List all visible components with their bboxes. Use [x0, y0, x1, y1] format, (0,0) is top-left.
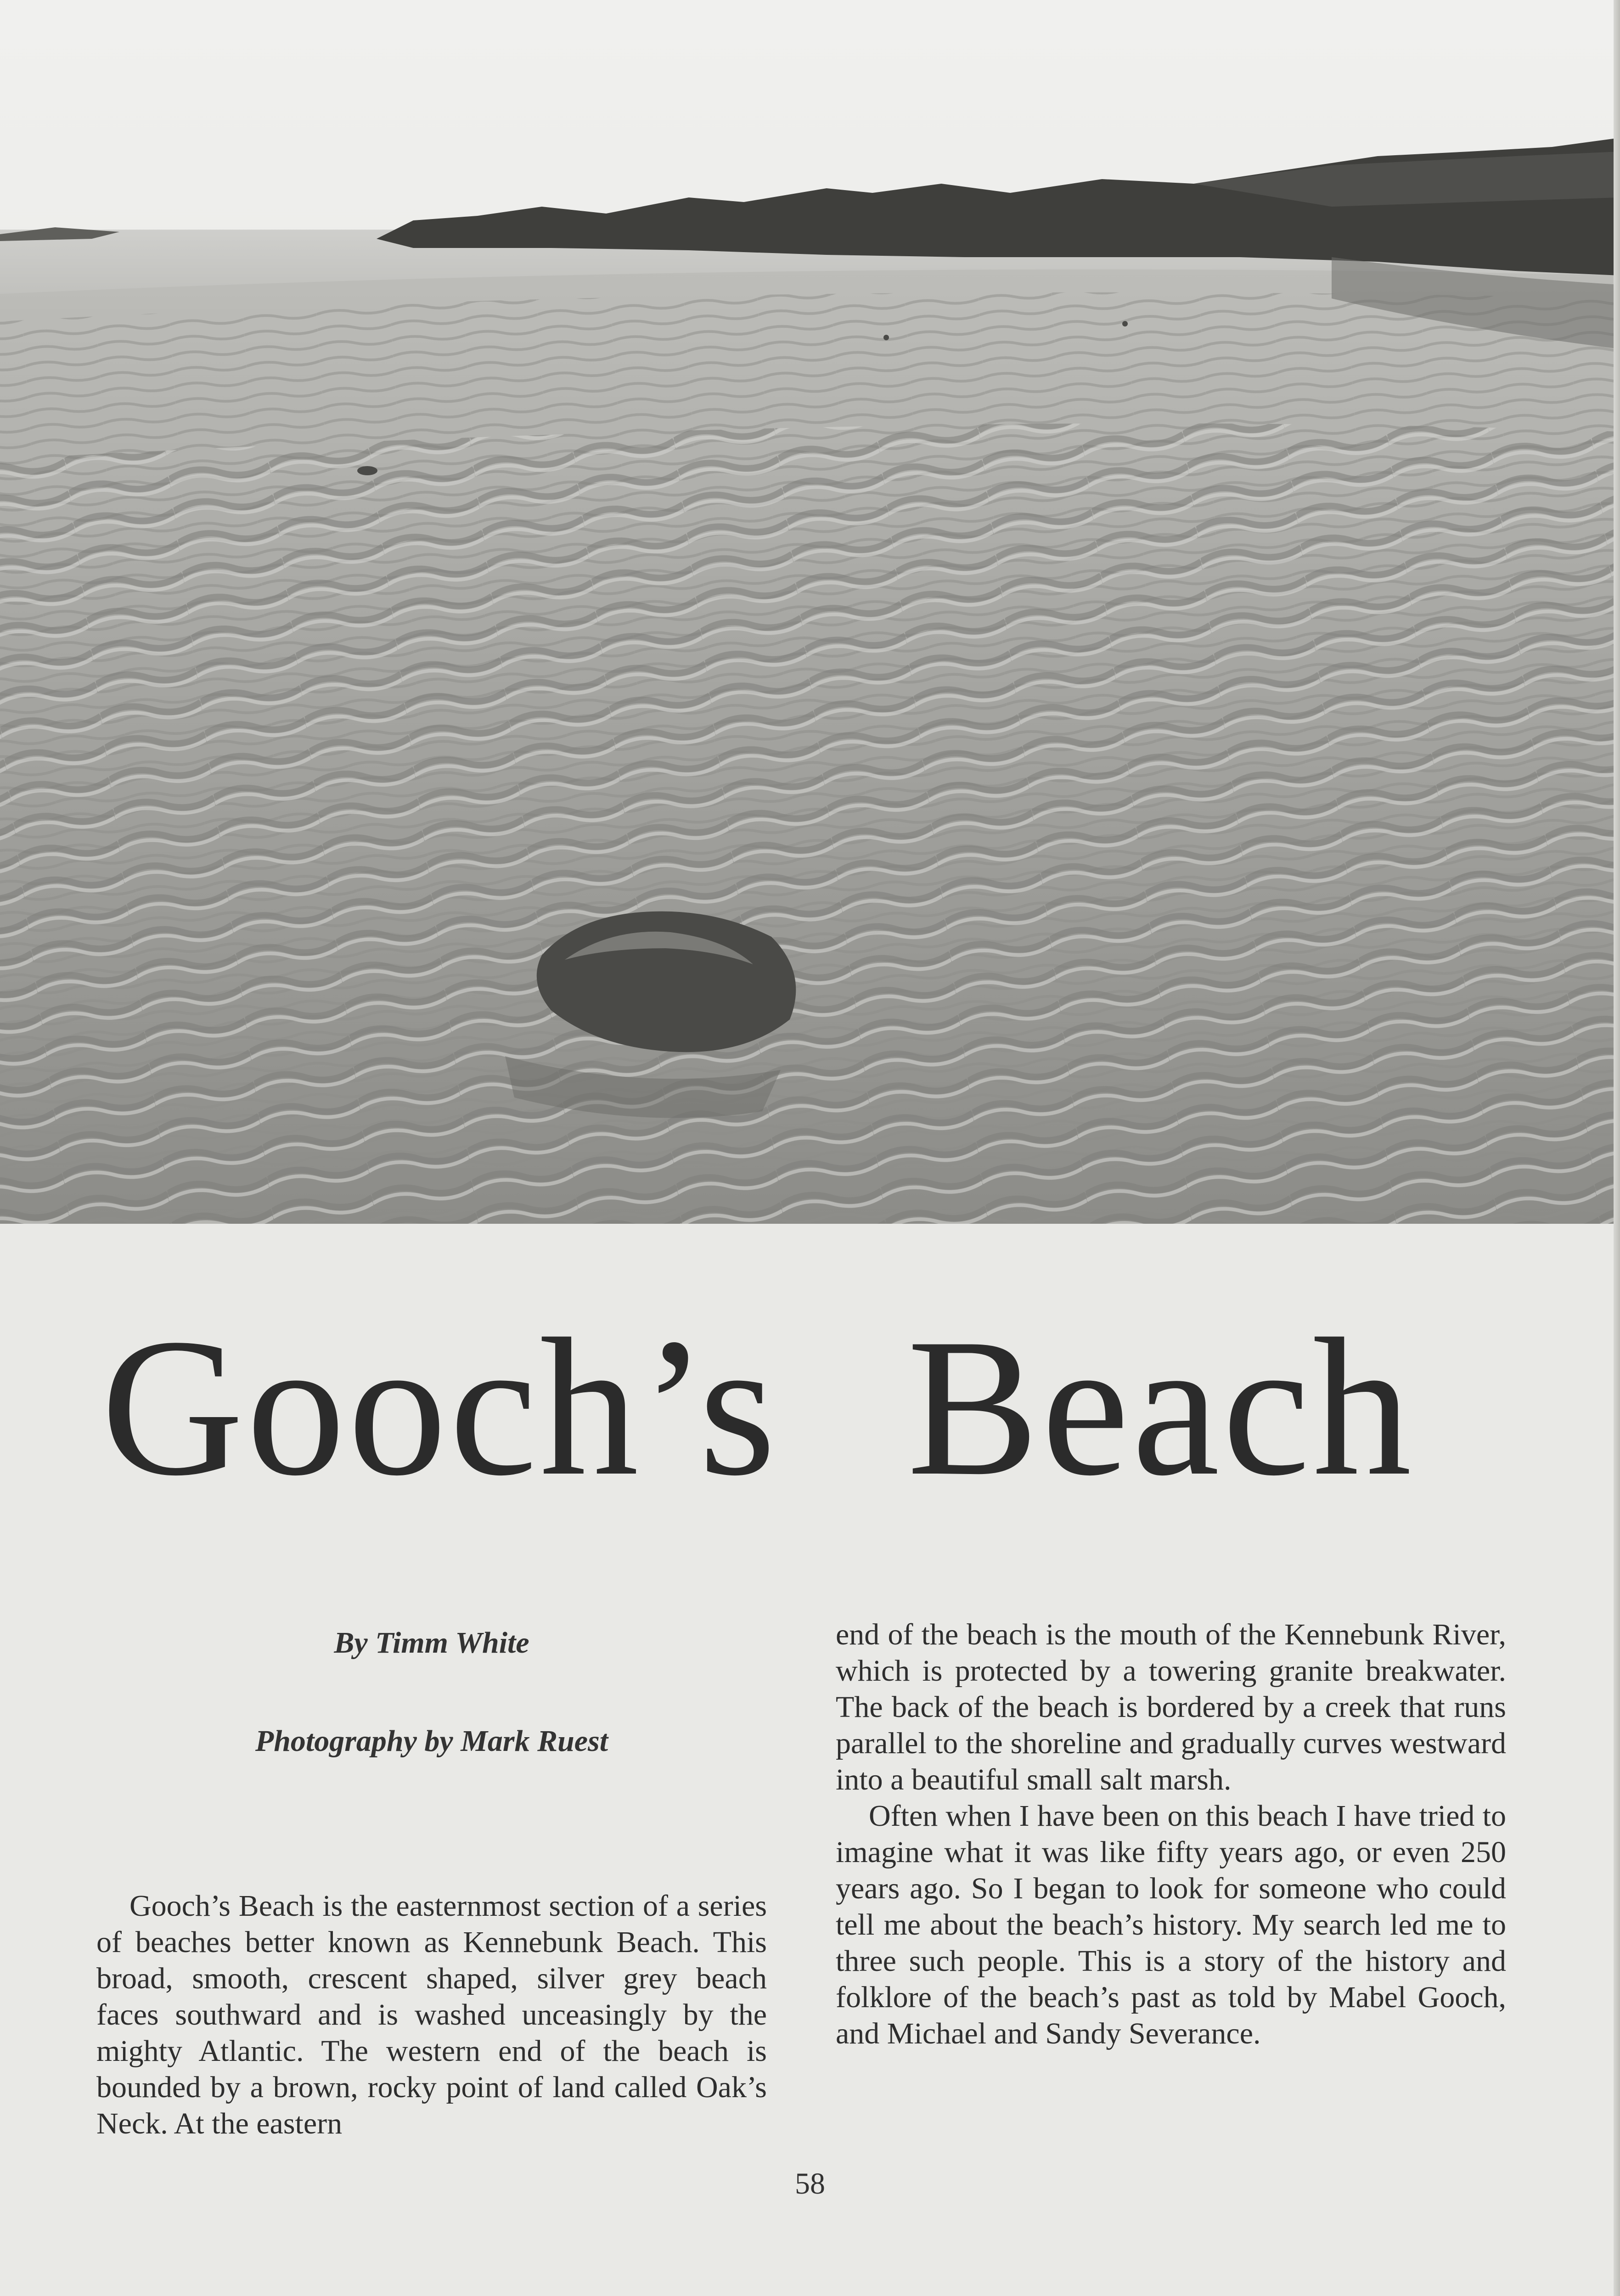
photo-credit: Photography by Mark Ruest [255, 1724, 608, 1758]
article-title [0, 1298, 1515, 1517]
title-part-2: Beach [907, 1298, 1414, 1517]
page-edge [1614, 0, 1620, 2296]
title-part-1: Gooch’s [101, 1298, 779, 1517]
paragraph-2: Often when I have been on this beach I have tried to imagine what it was like fifty years ago, or even 250 years ago. So I began to look for someone who could tell me about the beach’s history. My search led me to three such people. This is a story of the history and folklore of the beach’s past as told by Mabel Gooch, and Michael and Sandy Severance. [836, 1799, 1506, 2050]
paragraph-1-right: end of the beach is the mouth of the Kennebunk River, which is protected by a towering granite breakwater. The back of the beach is bordered by a creek that runs parallel to the shoreline and gradually curves westward into a beautiful small salt marsh. [836, 1618, 1506, 1796]
paragraph-1-left: Gooch’s Beach is the easternmost section of a series of beaches better known as Kennebunk Beach. This broad, smooth, crescent shaped, silver grey beach faces southward and is washed unceasingly by the mighty Atlantic. The western end of the beach is bounded by a brown, rocky point of land called Oak’s Neck. At the eastern [96, 1889, 767, 2140]
byline: By Timm White [334, 1626, 529, 1660]
page-number: 58 [795, 2167, 825, 2200]
left-column [96, 1616, 767, 2142]
right-column [836, 1616, 1506, 2052]
